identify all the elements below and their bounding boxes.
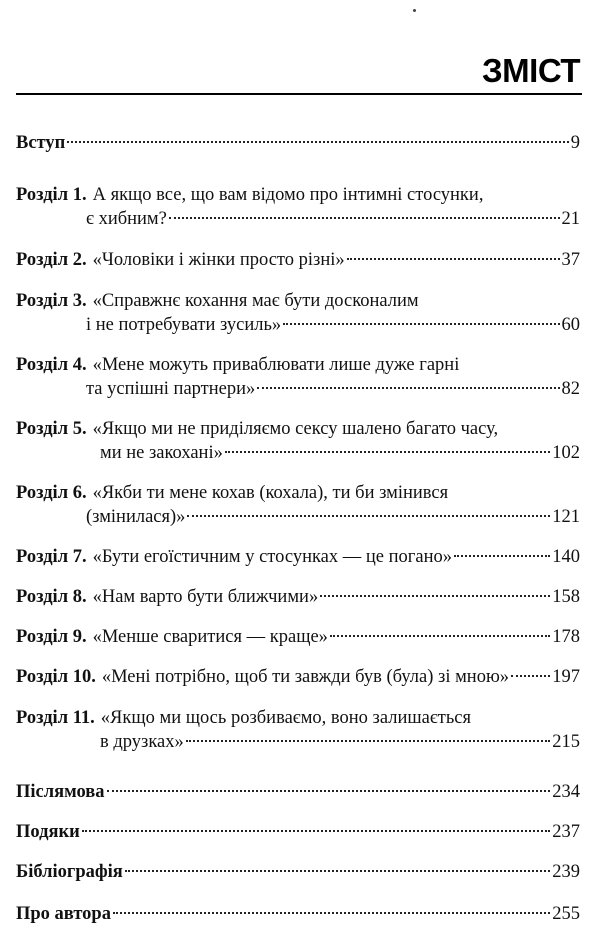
toc-entry-chapter-3[interactable] xyxy=(16,289,580,313)
dot-leader xyxy=(511,675,550,677)
toc-entry-title: Про автора xyxy=(16,904,111,924)
toc-entry-chapter-6-cont[interactable] xyxy=(86,505,580,529)
dot-leader xyxy=(82,830,550,832)
toc-entry-chapter-11[interactable] xyxy=(16,706,580,730)
dot-leader xyxy=(454,555,550,557)
toc-entry-page: 21 xyxy=(561,209,580,229)
chapter-number: Розділ 1. xyxy=(16,185,87,205)
toc-entry-page: 158 xyxy=(552,587,580,607)
dot-leader xyxy=(347,258,560,260)
toc-entry-chapter-11-cont[interactable] xyxy=(100,730,580,754)
toc-entry-title: Бібліографія xyxy=(16,862,123,882)
toc-entry-chapter-8[interactable] xyxy=(16,585,580,609)
toc-entry-page: 178 xyxy=(552,627,580,647)
chapter-number: Розділ 8. xyxy=(16,587,87,607)
toc-entry-about-author[interactable] xyxy=(16,902,580,926)
chapter-number: Розділ 6. xyxy=(16,483,87,503)
toc-entry-page: 197 xyxy=(552,667,580,687)
toc-entry-page: 239 xyxy=(552,862,580,882)
dot-leader xyxy=(320,595,550,597)
toc-entry-page: 234 xyxy=(552,782,580,802)
dot-leader xyxy=(283,323,559,325)
toc-entry-chapter-4-cont[interactable] xyxy=(86,377,580,401)
chapter-title-line: ми не закохані» xyxy=(100,443,223,463)
chapter-title-line: А якщо все, що вам відомо про інтимні стосунки, xyxy=(92,185,484,205)
dot-leader xyxy=(107,790,551,792)
toc-entry-page: 255 xyxy=(552,904,580,924)
table-of-contents xyxy=(16,0,580,944)
toc-entry-chapter-2[interactable] xyxy=(16,248,580,272)
chapter-title-line: «Чоловіки і жінки просто різні» xyxy=(92,250,345,270)
dot-leader xyxy=(330,635,550,637)
toc-entry-title: Вступ xyxy=(16,133,66,153)
toc-entry-bibliography[interactable] xyxy=(16,860,580,884)
toc-entry-page: 102 xyxy=(552,443,580,463)
toc-entry-title: Післямова xyxy=(16,782,105,802)
toc-entry-chapter-5[interactable] xyxy=(16,417,580,441)
toc-entry-page: 37 xyxy=(561,250,580,270)
toc-entry-page: 121 xyxy=(552,507,580,527)
toc-entry-chapter-1-cont[interactable] xyxy=(86,207,580,231)
toc-entry-intro[interactable] xyxy=(16,131,580,155)
toc-entry-page: 60 xyxy=(561,315,580,335)
toc-entry-title: Подяки xyxy=(16,822,80,842)
toc-entry-thanks[interactable] xyxy=(16,820,580,844)
toc-entry-chapter-10[interactable] xyxy=(16,665,580,689)
chapter-number: Розділ 2. xyxy=(16,250,87,270)
dot-leader xyxy=(113,912,550,914)
toc-entry-page: 237 xyxy=(552,822,580,842)
chapter-number: Розділ 4. xyxy=(16,355,87,375)
chapter-number: Розділ 11. xyxy=(16,708,95,728)
toc-entry-chapter-3-cont[interactable] xyxy=(86,313,580,337)
chapter-title-line: «Якщо ми щось розбиваємо, воно залишається xyxy=(100,708,472,728)
dot-leader xyxy=(225,451,550,453)
chapter-title-line: «Менше сваритися — краще» xyxy=(92,627,328,647)
dot-leader xyxy=(125,870,550,872)
chapter-title-line: «Якщо ми не приділяємо сексу шалено багато часу, xyxy=(92,419,499,439)
toc-entry-chapter-5-cont[interactable] xyxy=(100,441,580,465)
chapter-title-line: «Мене можуть приваблювати лише дуже гарні xyxy=(92,355,460,375)
toc-entry-page: 215 xyxy=(552,732,580,752)
chapter-number: Розділ 7. xyxy=(16,547,87,567)
chapter-title-line: є хибним? xyxy=(86,209,167,229)
chapter-title-line: і не потребувати зусиль» xyxy=(86,315,282,335)
dot-leader xyxy=(257,387,559,389)
dot-leader xyxy=(187,515,550,517)
toc-entry-chapter-7[interactable] xyxy=(16,545,580,569)
chapter-title-line: «Якби ти мене кохав (кохала), ти би змінився xyxy=(92,483,449,503)
page-title: ЗМІСТ xyxy=(482,52,580,89)
chapter-number: Розділ 9. xyxy=(16,627,87,647)
chapter-title-line: «Нам варто бути ближчими» xyxy=(92,587,319,607)
chapter-title-line: «Бути егоїстичним у стосунках — це погано» xyxy=(92,547,452,567)
toc-entry-page: 140 xyxy=(552,547,580,567)
chapter-title-line: «Мені потрібно, щоб ти завжди був (була) зі мною» xyxy=(101,667,510,687)
dot-leader xyxy=(67,141,568,143)
chapter-number: Розділ 3. xyxy=(16,291,87,311)
toc-entry-chapter-1[interactable] xyxy=(16,183,580,207)
dot-leader xyxy=(169,217,560,219)
chapter-title-line: та успішні партнери» xyxy=(86,379,256,399)
toc-entry-chapter-4[interactable] xyxy=(16,353,580,377)
toc-entry-chapter-6[interactable] xyxy=(16,481,580,505)
toc-entry-page: 9 xyxy=(570,133,580,153)
toc-entry-chapter-9[interactable] xyxy=(16,625,580,649)
toc-entry-page: 82 xyxy=(561,379,580,399)
chapter-title-line: «Справжнє кохання має бути досконалим xyxy=(92,291,419,311)
toc-entry-afterword[interactable] xyxy=(16,780,580,804)
chapter-title-line: в друзках» xyxy=(100,732,184,752)
chapter-number: Розділ 10. xyxy=(16,667,96,687)
chapter-title-line: (змінилася)» xyxy=(86,507,186,527)
dot-leader xyxy=(186,740,550,742)
chapter-number: Розділ 5. xyxy=(16,419,87,439)
